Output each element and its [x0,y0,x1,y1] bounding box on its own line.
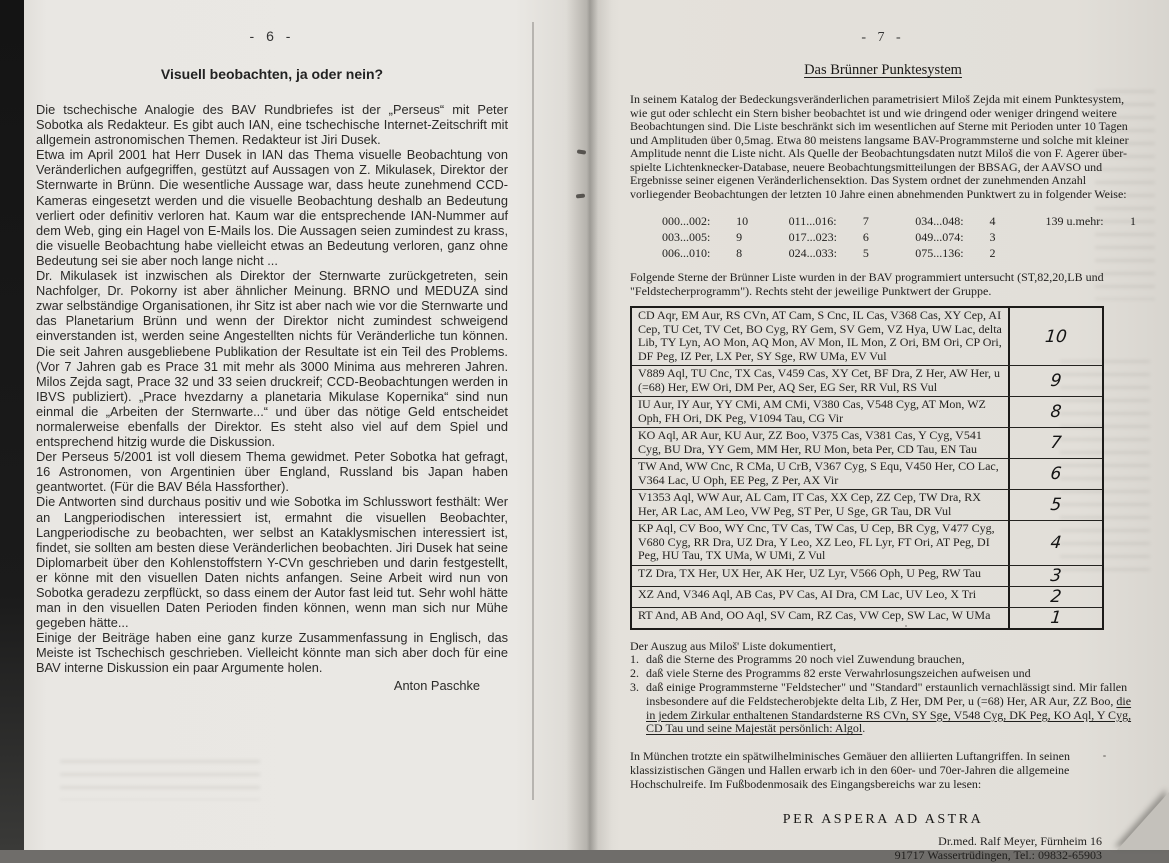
scanner-edge-strip [0,0,24,850]
intro-paragraph: In seinem Katalog der Bedeckungsveränderlichen parametrisiert Miloš Zejda mit einem Punktesystem, wie gut oder schlecht ein Stern bisher beobachtet ist und wie dringend oder weniger dringend weitere Beobachtungen sind. Die Liste beschränkt sich im wesentlichen auf Sterne mit Perioden unter 10 Tagen und Amplituden über 0,5mag. Etwa 80 meistens langsame BAV-Programmsterne und solche mit kleiner Amplitude nennt die Liste nicht. Als Quelle der Beobachtungsdaten nutzt Miloš die von F. Agerer über-spielte Lichtenknecker-Database, neuere Beobachtungsmitteilungen der BBSAG, der AAVSO und Ergebnisse seiner eigenen Veränderlichensektion. Das System ordnet der zunehmenden Anzahl vorliegender Beobachtungen der letzten 10 Jahre einen abnehmenden Punktwert zu in folgender Weise: [630,92,1129,201]
value: 5 [862,246,869,260]
points-cell-handwritten: 10 [1044,326,1068,347]
conclusion-item [630,667,1136,681]
range [1046,229,1118,245]
range: 003...005: [662,230,711,244]
value [1118,229,1136,245]
item-text-plain: daß einige Programmsterne "Feldstecher" und "Standard" erstaunlich vernachlässigt sind. Mir fallen insbesondere auf die Feldstecherobjekte delta Lib, Z Her, DM Per, u (=68) Her, AR Aur, ZZ Boo, [646,680,1128,708]
table-note: Folgende Sterne der Brünner Liste wurden in der BAV programmiert untersucht (ST,82,20,LB und "Feldstecherprogramm"). Rechts steht der jeweilige Punktwert der Gruppe. [630,270,1104,298]
conclusion-item [630,653,1136,667]
range: 006...010: [662,246,711,260]
table-row [632,365,1102,396]
item-number: 2. [630,666,639,681]
value: 4 [989,214,996,228]
item-text-underlined: die in jedem Zirkular enthaltenen Standardsterne RS CVn, SY Sge, V548 Cyg, DK Peg, KO Aql, Y Cyg, CD Tau und seine Majestät persönlich: Algol [646,693,1132,736]
star-list-cell: IU Aur, IY Aur, YY CMi, AM CMi, V380 Cas, V548 Cyg, AT Mon, WZ Oph, FH Ori, DK Peg, V1094 Tau, CG Vir [632,397,1010,427]
author-address [630,834,1136,863]
star-list-cell: TZ Dra, TX Her, UX Her, AK Her, UZ Lyr, V566 Oph, U Peg, RW Tau [632,566,1010,586]
range: 049...074: [915,230,964,244]
munich-paragraph: In München trotzte ein spätwilhelminisches Gemäuer den alliierten Luftangriffen. In seinen klassizistischen Gängen und Hallen erwarb ich in den 60er- und 70er-Jahren die allgemeine Hochschulreife. Im Fußbodenmosaik des Eingangsbereichs war zu lesen: [630,749,1070,791]
value: 8 [736,246,743,260]
item-text-tail: . [862,721,866,736]
value [1118,245,1136,261]
item-text: daß die Sterne des Programms 20 noch viel Zuwendung brauchen, [646,652,965,667]
page-number-right: - 7 - [861,30,905,45]
page-6 [36,28,508,693]
conclusion-intro: Der Auszug aus Miloš' Liste dokumentiert, [630,638,837,653]
paragraph: Dr. Mikulasek ist inzwischen als Direktor der Sternwarte zurückgetreten, sein Nachfolger, Dr. Pokorny ist aber ähnlicher Meinung. BRNO und MEDUZA sind zwar selbständige Organisationen, ihr Sitz ist aber nach wie vor die Sternwarte und das Planetarium Brünn und wenn der Direktor nicht zumindest schweigend einverstanden ist, werden seine Angestellten nichts für Veränderliche tun können. Die seit Jahren ausgebliebene Publikation der Resultate ist ein Teil des Problems. (Vor 7 Jahren gab es Prace 31 mit mehr als 3000 Minima aus mehreren Jahren. Milos Zejda sagt, Prace 32 und 33 seien druckreif; CCD-Beobachtungen werden in IBVS publiziert). „Prace hvezdarny a planetaria Mikulase Kopernika“ sind nun einmal die „Arbeiten der Sternwarte...“ und über das nötige Geld entscheidet normalerweise ebenfalls der Direktor. Es steht also viel auf dem Spiel und entsprechend hitzig wurde die Diskussion. [36,268,508,450]
points-scale-row [662,213,1136,229]
value: 9 [736,230,743,244]
points-scale-row [662,229,1136,245]
page-7 [630,30,1136,863]
range [1046,245,1118,261]
table-row [632,427,1102,458]
value: 3 [989,230,996,244]
paragraph: Etwa im April 2001 hat Herr Dusek in IAN das Thema visuelle Beobachtung von Veränderlichen aufgegriffen, gestützt auf Aussagen von Z. Mikulasek, Direktor der Sternwarte in Brünn. Die wesentliche Aussage war, dass heute zunehmend CCD-Kameras eingesetzt werden und die visuelle Beobachtung deshalb an Bedeutung verliert oder definitiv verloren hat. Kaum war die entsprechende IAN-Nummer auf dem Web, ging ein Hagel von E-Mails los. Die Aussagen seien zumindest zu krass, die visuelle Beobachtung habe vielleicht etwas an Bedeutung verloren, ganz ohne Bedeutung sei sie aber noch lange nicht ... [36,147,508,268]
item-number: 1. [630,652,639,667]
value: 10 [736,214,749,228]
article-title-left: Visuell beobachten, ja oder nein? [160,66,384,82]
points-scale-row [662,245,1136,261]
table-row [632,396,1102,427]
range: 034...048: [915,214,964,228]
range: 011...016: [788,214,837,228]
star-list-cell: RT And, AB And, OO Aql, SV Cam, RZ Cas, VW Cep, SW Lac, W UMa [632,608,1010,628]
latin-motto: PER ASPERA AD ASTRA [782,811,984,827]
value: 7 [862,214,869,228]
points-cell-handwritten: 2 [1049,586,1063,607]
page-number-left: - 6 - [249,28,295,44]
star-list-cell: KO Aql, AR Aur, KU Aur, ZZ Boo, V375 Cas, V381 Cas, Y Cyg, V541 Cyg, BU Dra, YY Gem, MM Her, RU Mon, beta Per, CD Tau, EN Tau [632,428,1010,458]
star-list-cell: KP Aql, CV Boo, WY Cnc, TV Cas, TW Cas, U Cep, BR Cyg, V477 Cyg, V680 Cyg, RR Dra, UZ Dra, Y Leo, XZ Leo, FL Lyr, FT Ori, AT Peg, DI Peg, HU Tau, TX UMa, W UMi, Z Vul [632,521,1010,565]
value: 2 [989,246,996,260]
points-cell-handwritten: 8 [1049,402,1063,423]
points-cell-handwritten: 1 [1049,607,1063,628]
range: 075...136: [915,246,964,260]
points-cell-handwritten: 7 [1049,433,1063,454]
points-cell-handwritten: 9 [1049,371,1063,392]
range: 017...023: [788,230,837,244]
author-signature: Anton Paschke [393,677,480,693]
star-list-cell: V1353 Aql, WW Aur, AL Cam, IT Cas, XX Cep, ZZ Cep, TW Dra, RX Her, AR Lac, AM Leo, VW Peg, ST Per, U Sge, GR Tau, DR Vul [632,490,1010,520]
value: 6 [862,230,869,244]
center-fold-shadow [566,0,612,850]
points-cell-handwritten: 3 [1049,565,1063,586]
points-scale [662,213,1136,261]
item-text: daß viele Sterne des Programms 82 erste Verwahrlosungszeichen aufweisen und [646,666,1031,681]
left-page-edge-line [532,22,534,800]
table-row [632,586,1102,607]
paragraph: Einige der Beiträge haben eine ganz kurze Zusammenfassung in Englisch, das Meiste ist Tschechisch geschrieben. Vielleicht könnte man sich aber doch für eine BAV interne Diskussion ein paar Argumente holen. [36,630,508,676]
range: 000...002: [662,214,711,228]
paragraph: Die tschechische Analogie des BAV Rundbriefes ist der „Perseus“ mit Peter Sobotka als Redakteur. Es gibt auch IAN, eine tschechische Internet-Zeitschrift mit allgemein astronomischen Themen. Redakteur ist Jiri Dusek. [36,102,508,148]
table-row [632,308,1102,365]
points-cell-handwritten: 4 [1049,532,1063,553]
table-row [632,458,1102,489]
star-list-cell: XZ And, V346 Aql, AB Cas, PV Cas, AI Dra, CM Lac, UV Leo, X Tri [632,587,1010,607]
star-points-table [630,306,1104,630]
range: 139 u.mehr: [1045,214,1104,228]
table-row [632,489,1102,520]
bleed-through-artifact [60,760,260,800]
item-number: 3. [630,680,639,695]
address-line: 91717 Wassertrüdingen, Tel.: 09832-65903 [894,848,1102,863]
table-row [632,520,1102,565]
article-title-right: Das Brünner Punktesystem [804,62,962,78]
article-body-left [36,102,508,676]
paragraph: Der Perseus 5/2001 ist voll diesem Thema gewidmet. Peter Sobotka hat gefragt, 16 Astronomen, von Argentinien über England, Russland bis Japan haben geantwortet. (Für die BAV Béla Hassforther). [36,449,508,495]
item-text [646,681,1136,736]
table-row [632,565,1102,586]
points-cell-handwritten: 5 [1049,495,1063,516]
star-list-cell: TW And, WW Cnc, R CMa, U CrB, V367 Cyg, S Equ, V450 Her, CO Lac, V364 Lac, U Oph, EE Peg, Z Per, AX Vir [632,459,1010,489]
range: 024...033: [788,246,837,260]
value: 1 [1129,214,1136,228]
paragraph: Die Antworten sind durchaus positiv und wie Sobotka im Schlusswort festhält: Wer an Langperiodischen interessiert ist, ermahnt die visuellen Beobachter, Langperiodische zu beobachten, wer selbst an Kataklysmischen interessiert ist, findet, sie sollten am besten diese Veränderlichen beobachten. Jiri Dusek hat seine Diplomarbeit über den Kohlenstoffstern Y-CVn geschrieben und darin festgestellt, er könne mit den visuellen Daten nichts anfangen. Seine Arbeit wird nun von Sobotka geradezu zerpflückt, so dass einem der Autor fast leid tut. Sehr wohl hätte man in den visuellen Daten Perioden finden können, wenn man sich nur Mühe gegeben hätte... [36,494,508,631]
table-row [632,607,1102,628]
points-cell-handwritten: 6 [1049,464,1063,485]
star-list-cell: CD Aqr, EM Aur, RS CVn, AT Cam, S Cnc, IL Cas, V368 Cas, XY Cep, AI Cep, TU Cet, TV Cet, BO Cyg, RY Gem, SV Gem, VZ Hya, UW Lac, delta Lib, TY Lyn, AO Mon, AQ Mon, AV Mon, IL Mon, Z Ori, BM Ori, CP Ori, DF Peg, IZ Per, LX Per, SY Sge, RW UMa, EV Vul [632,308,1010,365]
address-line: Dr.med. Ralf Meyer, Fürnheim 16 [938,833,1102,848]
star-list-cell: V889 Aql, TU Cnc, TX Cas, V459 Cas, XY Cet, BF Dra, Z Her, AW Her, u (=68) Her, EW Ori, DM Per, AQ Ser, EG Ser, RR Vul, RS Vul [632,366,1010,396]
conclusion-item [630,681,1136,736]
